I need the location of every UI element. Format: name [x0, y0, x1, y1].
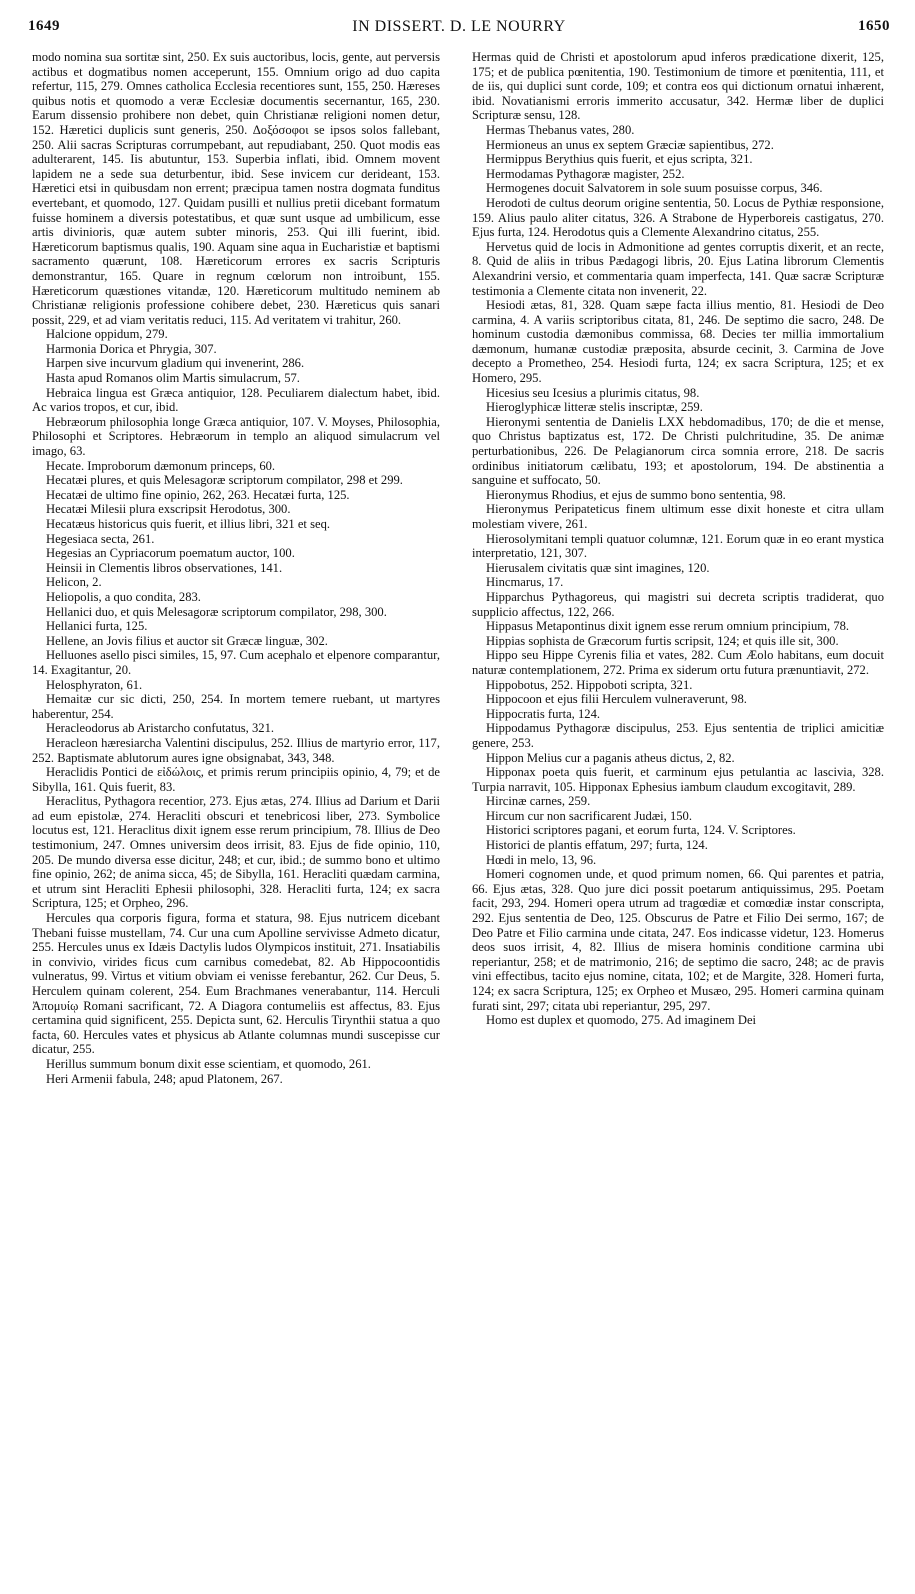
index-entry: Hecatæi Milesii plura exscripsit Herodotus, 300. [46, 502, 291, 517]
index-entry: Homeri cognomen unde, et quod primum nomen, 66. Qui parentes et patria, 66. Ejus ætas, 328. Quo jure dici possit poetarum antiquissimus, 295. Poetam facit, 293, 294. Homeri opera utrum ad tragœdiæ et comœdiæ instar conscripta, 292. Ejus sententia de Deo, 125. Obscurus de Patre et Filio Dei sermo, 167; de Deo Patre et Filio carmina unde citata, 247. Eos indicasse videtur, 123. Homerus deos suos irrisit, 4, 82. Illius de misera hominis conditione carmina ubi reperiantur, 258; et de matrimonio, 216; de septimo die sacro, 248; ac de pravis vini effectibus, tacito ejus nomine, citata, 102; et de Margite, 328. Homeri furta, 124; ex sacra Scriptura, 125; ex Orpheo et Musæo, 295. Homeri carmina quinam furati sint, 297; citata ubi reperiantur, 295, 297. [472, 867, 884, 1013]
index-entry: Hippobotus, 252. Hippoboti scripta, 321. [486, 677, 693, 692]
index-entry: Hicesius seu Icesius a plurimis citatus, 98. [486, 385, 700, 400]
index-entry: Hieronymus Rhodius, et ejus de summo bono sententia, 98. [486, 487, 786, 502]
index-entry: Harpen sive incurvum gladium qui invenerint, 286. [46, 356, 305, 371]
index-entry: Herodoti de cultus deorum origine sententia, 50. Locus de Pythiæ responsione, 159. Alius paulo aliter citatus, 326. A Strabone de Hyperboreis castigatus, 270. Ejus furta, 124. Herodotus quis a Clemente Alexandrino citatus, 255. [472, 195, 884, 240]
index-entry: Hippon Melius cur a paganis atheus dictus, 2, 82. [486, 750, 735, 765]
index-entry: Hipponax poeta quis fuerit, et carminum ejus petulantia ac lascivia, 328. Turpia narravit, 105. Hipponax Ephesius iambum claudum excogitavit, 289. [472, 765, 884, 794]
index-entry: Hercules qua corporis figura, forma et statura, 98. Ejus nutricem dicebant Thebani fuisse mustellam, 74. Cur una cum Apolline servivisse Admeto dicatur, 255. Hercules unus ex Idæis Dactylis ludos Olympicos instituit, 271. Insatiabilis in convivio, virides ficus cum carnibus comedebat, 82. Ab Hippocoontidis vulneratus, 99. Virtus et vitium obviam ei venisse ferebantur, 262. Cur Deus, 5. Herculem quinam colerent, 254. Eum Brachmanes venerabantur, 114. Herculi Ἀπομυίῳ Romani sacrificant, 72. A Diagora contumeliis est affectus, 83. Ejus certamina quid significent, 255. Depicta sunt, 62. Herculis Tirynthii statua a quo facta, 60. Hercules vates et physicus ab Atlante columnas mundi suscepisse cur dicatur, 255. [32, 911, 440, 1057]
index-entry: Helosphyraton, 61. [46, 677, 143, 692]
index-entry: Hircum cur non sacrificarent Judæi, 150. [486, 808, 692, 823]
index-entry: Helicon, 2. [46, 575, 102, 590]
index-entry: Hincmarus, 17. [486, 575, 564, 590]
index-entry: Harmonia Dorica et Phrygia, 307. [46, 341, 217, 356]
index-entry: Hermas quid de Christi et apostolorum apud inferos prædicatione dixerit, 125, 175; et de publica pœnitentia, 190. Testimonium de timore et pœnitentia, 111, et de iis, qui duplici sunt corde, 109; et contra eos qui dictionum ornatui inhærent, ibid. Novatianismi erroris immerito accusatur, 342. Hermæ liber de duplici Scripturæ sensu, 128. [472, 50, 884, 123]
index-entry: Hellanici furta, 125. [46, 619, 148, 634]
index-entry: modo nomina sua sortitæ sint, 250. Ex suis auctoribus, locis, gente, aut perversis actibus et dogmatibus nomen acceperunt, 155. Omnium origo ad duo capita refertur, 115, 279. Omnes catholica Ecclesia recentiores sunt, 155, 250. Hæreses quibus notis et quomodo a veræ Ecclesiæ documentis secernantur, 165, 230. Earum dissensio prohibere non debet, quin Christianæ religioni nomen detur, 152. Hæretici duplicis sunt generis, 250. Δοξόσοφοι se ipsos solos fallebant, 250. Alii sacras Scripturas corrumpebant, aut repudiabant, 250. Quot modis eas adulterarent, 145. Iis abutuntur, 153. Superbia inflati, ibid. Omnem movent lapidem ne a sede sua deturbentur, ibid. Sese invicem cur derideant, 153. Hæretici etsi in quibusdam non errent; præcipua tamen nostra dogmata funditus evertebant, et quomodo, 127. Quidam pusilli et nullius pretii dicebant formatum fuisse hominem a diversis potestatibus, et quæ sunt usque ad umbilicum, esse artis divinioris, quæ autem subter minoris, 253. Qui illi fuerint, ibid. Hæreticorum baptismus qualis, 190. Aquam sine aqua in Eucharistiæ et baptismi sacramento quærunt, 108. Hæreticorum errores ex sacris Scripturis demonstrantur, 165. Quare in regnum cœlorum non introibunt, 155. Hæreticorum quæstiones vitandæ, 120. Hæreticorum multitudo neminem ab Christianæ religionis professione cohibere debet, 230. Hæreticus quis sanari possit, 229, et ad viam veritatis reduci, 115. Ad veritatem vi trahitur, 260. [32, 50, 440, 327]
index-entry: Hecatæi de ultimo fine opinio, 262, 263. Hecatæi furta, 125. [46, 487, 350, 502]
index-entry: Hegesiaca secta, 261. [46, 531, 155, 546]
index-entry: Hieroglyphicæ litteræ stelis inscriptæ, 259. [486, 400, 703, 415]
index-entry: Historici de plantis effatum, 297; furta, 124. [486, 838, 708, 853]
index-entry: Hippasus Metapontinus dixit ignem esse rerum omnium principium, 78. [486, 619, 850, 634]
index-entry: Hieronymus Peripateticus finem ultimum esse dixit honeste et citra ullam molestiam vivere, 261. [472, 502, 884, 531]
index-entry: Hemaitæ cur sic dicti, 250, 254. In mortem temere ruebant, ut martyres haberentur, 254. [32, 692, 440, 721]
index-entry: Hasta apud Romanos olim Martis simulacrum, 57. [46, 371, 300, 386]
index-entry: Hieronymi sententia de Danielis LXX hebdomadibus, 170; de die et mense, quo Christus baptizatus est, 172. De Christi pulchritudine, 35. De animæ perturbationibus, 226. De Pelagianorum circa somnia errore, 218. De sacris ordinibus initiatorum cælibatu, 193; et apostolorum, 194. De abstinentia a sanguine et suffocato, 50. [472, 414, 884, 488]
right-column [472, 50, 884, 1575]
page-number-right: 1650 [858, 18, 890, 34]
index-entry: Hermioneus an unus ex septem Græciæ sapientibus, 272. [486, 137, 774, 152]
index-entry: Heraclitus, Pythagora recentior, 273. Ejus ætas, 274. Illius ad Darium et Darii ad eum epistolæ, 274. Heracliti obscuri et tenebricosi liber, 273. Symbolice locutus est, 121. Heraclitus dixit ignem esse rerum principium, 78. Illius de Deo testimonium, 247. Omnes universim deos irrisit, 83. Ejus de fide opinio, 110, 205. De mundo diversa esse dicitur, 248; et cur, ibid.; de summo bono et ultimo fine opinio, 262; de anima sicca, 45; de Sibylla, 161. Heracliti quædam carmina, et utrum sint Heracliti Ephesii philosophi, 328. Heracliti furta, 124; ex sacra Scriptura, 125; et Orpheo, 296. [32, 794, 440, 911]
index-entry: Hellene, an Jovis filius et auctor sit Græcæ linguæ, 302. [46, 633, 328, 648]
index-entry: Hippocratis furta, 124. [486, 706, 601, 721]
index-entry: Hipparchus Pythagoreus, qui magistri sui decreta scriptis tradiderat, quo supplicio affectus, 122, 266. [472, 589, 884, 619]
index-entry: Hircinæ carnes, 259. [486, 794, 591, 809]
index-entry: Homo est duplex et quomodo, 275. Ad imaginem Dei [486, 1013, 757, 1028]
index-entry: Hermippus Berythius quis fuerit, et ejus scripta, 321. [486, 152, 753, 167]
index-entry: Hecate. Improborum dæmonum princeps, 60. [46, 458, 276, 473]
index-entry: Hermas Thebanus vates, 280. [486, 122, 635, 137]
index-entry: Helluones asello pisci similes, 15, 97. Cum acephalo et elpenore comparantur, 14. Exagitantur, 20. [32, 648, 440, 677]
index-entry: Heracleodorus ab Aristarcho confutatus, 321. [46, 721, 275, 736]
page-number-left: 1649 [28, 18, 60, 34]
index-entry: Heinsii in Clementis libros observationes, 141. [46, 560, 283, 575]
index-entry: Hebraica lingua est Græca antiquior, 128. Peculiarem dialectum habet, ibid. Ac varios tropos, et cur, ibid. [32, 385, 440, 415]
index-entry: Hœdi in melo, 13, 96. [486, 852, 597, 867]
index-entry: Hervetus quid de locis in Admonitione ad gentes corruptis dixerit, et an recte, 8. Quid de aliis in tribus Pædagogi libris, 20. Ejus Latina librorum Clementis Alexandrini versio, et commentaria quam imperfecta, 141. Quæ sacræ Scripturæ testimonia a Clemente citata non invenerit, 22. [472, 239, 884, 298]
index-entry: Heri Armenii fabula, 248; apud Platonem, 267. [46, 1071, 283, 1086]
index-entry: Hesiodi ætas, 81, 328. Quam sæpe facta illius mentio, 81. Hesiodi de Deo carmina, 4. A variis scriptoribus citata, 81, 246. De septimo die sacro, 248. De hominum custodia dæmonibus commissa, 68. Decies ter millia immortalium dæmonum, humanæ custodiæ præposita, absurde cecinit, 3. Carmina de Jove decepto a Prometheo, 254. Hesiodi furta, 124; ex sacra Scriptura, 125; et ex Homero, 295. [472, 298, 884, 386]
running-title: IN DISSERT. D. LE NOURRY [352, 18, 566, 35]
index-entry: Hierusalem civitatis quæ sint imagines, 120. [486, 560, 710, 575]
index-entry: Heliopolis, a quo condita, 283. [46, 589, 201, 604]
index-entry: Hebræorum philosophia longe Græca antiquior, 107. V. Moyses, Philosophia, Philosophi et Scriptores. Hebræorum in templo an aliquod simulacrum vel imago, 63. [32, 414, 440, 459]
index-entry: Hippias sophista de Græcorum furtis scripsit, 124; et quis ille sit, 300. [486, 633, 839, 648]
index-entry: Heraclidis Pontici de εἰδώλοις, et primis rerum principiis opinio, 4, 79; et de Sibylla, 161. Quis fuerit, 83. [32, 765, 440, 794]
index-entry: Heracleon hæresiarcha Valentini discipulus, 252. Illius de martyrio error, 117, 252. Baptismate ablutorum aures igne obsignabat, 343, 348. [32, 735, 440, 765]
index-entry: Historici scriptores pagani, et eorum furta, 124. V. Scriptores. [486, 823, 796, 838]
index-entry: Hecatæus historicus quis fuerit, et illius libri, 321 et seq. [46, 517, 331, 531]
index-entry: Hippocoon et ejus filii Herculem vulneraverunt, 98. [486, 692, 747, 707]
index-entry: Herillus summum bonum dixit esse scientiam, et quomodo, 261. [46, 1056, 371, 1071]
index-entry: Hegesias an Cypriacorum poematum auctor, 100. [46, 546, 295, 561]
index-entry: Hierosolymitani templi quatuor columnæ, 121. Eorum quæ in eo erant mystica interpretatio, 121, 307. [472, 531, 884, 561]
index-entry: Halcione oppidum, 279. [46, 327, 168, 342]
index-entry: Hellanici duo, et quis Melesagoræ scriptorum compilator, 298, 300. [46, 604, 387, 619]
index-entry: Hippodamus Pythagoræ discipulus, 253. Ejus sententia de triplici amicitiæ genere, 253. [472, 721, 884, 750]
index-entry: Hermogenes docuit Salvatorem in sole suum posuisse corpus, 346. [486, 181, 823, 196]
index-entry: Hermodamas Pythagoræ magister, 252. [486, 166, 685, 181]
page-header [28, 18, 890, 44]
index-entry: Hippo seu Hippe Cyrenis filia et vates, 282. Cum Æolo habitans, eum docuit naturæ contemplationem, 272. Prima ex siderum ortu futura prænuntiavit, 272. [472, 648, 884, 677]
index-entry: Hecatæi plures, et quis Melesagoræ scriptorum compilator, 298 et 299. [46, 473, 403, 488]
left-column [32, 50, 440, 1575]
